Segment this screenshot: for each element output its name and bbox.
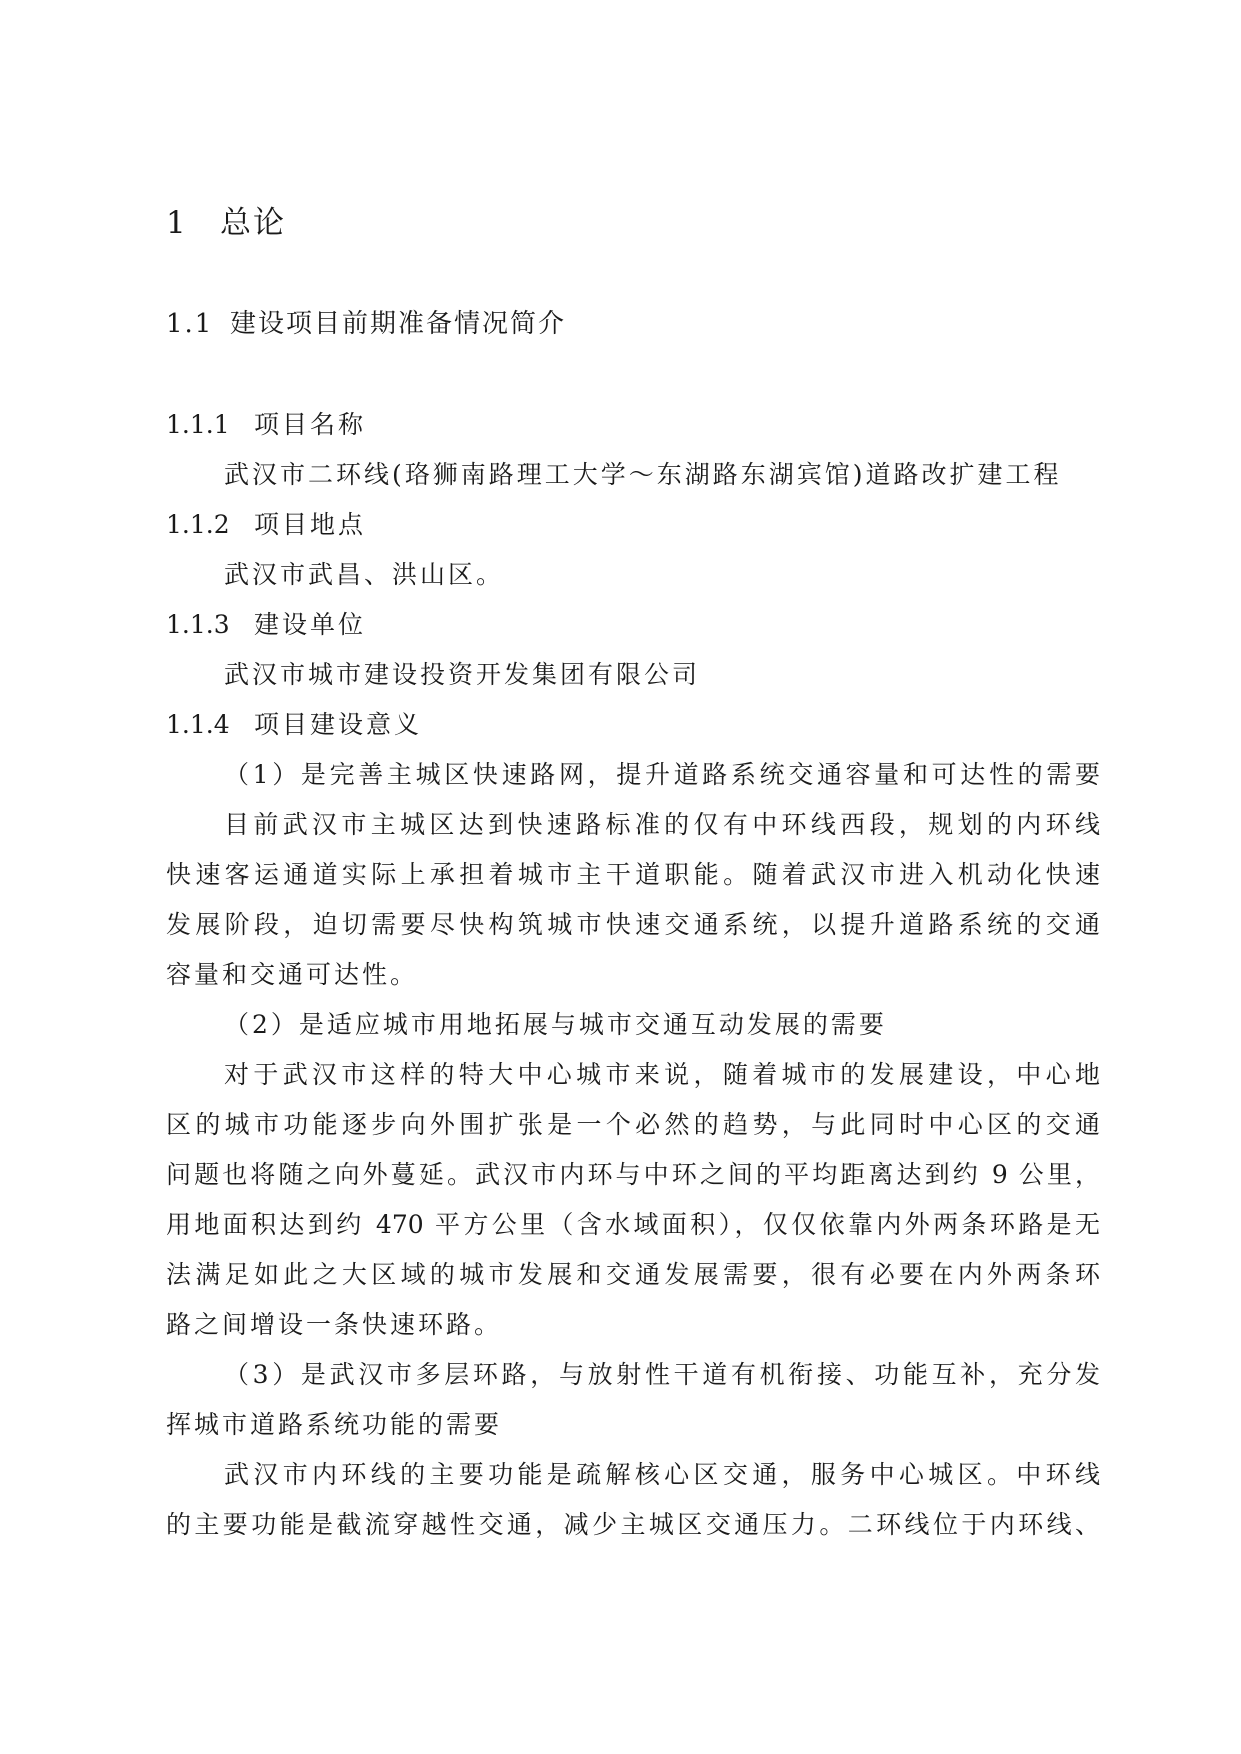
subsection-title: 建设单位 [254, 610, 367, 639]
paragraph-line: 对于武汉市这样的特大中心城市来说，随着城市的发展建设，中心地 [224, 1060, 1100, 1089]
paragraph-line: 法满足如此之大区域的城市发展和交通发展需要，很有必要在内外两条环 [166, 1260, 1100, 1289]
paragraph-line: 发展阶段，迫切需要尽快构筑城市快速交通系统，以提升道路系统的交通 [166, 910, 1100, 939]
point-heading-1: （1）是完善主城区快速路网，提升道路系统交通容量和可达性的需要 [224, 760, 1100, 789]
subsection-title: 项目建设意义 [254, 710, 423, 739]
subsection-number: 1.1.3 [166, 610, 230, 639]
subsection-number: 1.1.4 [166, 710, 230, 739]
point-heading-2: （2）是适应城市用地拓展与城市交通互动发展的需要 [224, 1010, 887, 1039]
paragraph-line: 武汉市内环线的主要功能是疏解核心区交通，服务中心城区。中环线 [224, 1460, 1100, 1489]
subsection-heading-significance [166, 700, 1100, 750]
paragraph-line: 用地面积达到约 470 平方公里（含水域面积），仅仅依靠内外两条环路是无 [166, 1210, 1100, 1239]
paragraph-line: 快速客运通道实际上承担着城市主干道职能。随着武汉市进入机动化快速 [166, 860, 1100, 889]
subsection-title: 项目地点 [254, 510, 367, 539]
paragraph-line: 区的城市功能逐步向外围扩张是一个必然的趋势，与此同时中心区的交通 [166, 1110, 1100, 1139]
paragraph-line-last: 容量和交通可达性。 [166, 960, 419, 989]
section-number: 1.1 [166, 309, 214, 339]
project-name-text: 武汉市二环线(珞狮南路理工大学～东湖路东湖宾馆)道路改扩建工程 [224, 460, 1062, 489]
chapter-number: 1 [166, 205, 188, 241]
construction-unit-text: 武汉市城市建设投资开发集团有限公司 [224, 660, 701, 689]
section-heading [166, 302, 566, 346]
paragraph-line: 的主要功能是截流穿越性交通，减少主城区交通压力。二环线位于内环线、 [166, 1510, 1100, 1539]
chapter-heading [166, 198, 286, 248]
paragraph-line: 目前武汉市主城区达到快速路标准的仅有中环线西段，规划的内环线 [224, 810, 1100, 839]
point-heading-3: （3）是武汉市多层环路，与放射性干道有机衔接、功能互补，充分发 [224, 1360, 1100, 1389]
subsection-heading-name [166, 400, 1100, 450]
section-title: 建设项目前期准备情况简介 [230, 309, 567, 339]
paragraph-line: 问题也将随之向外蔓延。武汉市内环与中环之间的平均距离达到约 9 公里， [166, 1160, 1100, 1189]
subsection-heading-unit [166, 600, 1100, 650]
document-body [166, 400, 1100, 1550]
chapter-title: 总论 [220, 205, 286, 241]
subsection-number: 1.1.2 [166, 510, 230, 539]
point-heading-3-cont: 挥城市道路系统功能的需要 [166, 1410, 503, 1439]
subsection-title: 项目名称 [254, 410, 367, 439]
paragraph-line-last: 路之间增设一条快速环路。 [166, 1310, 503, 1339]
subsection-heading-location [166, 500, 1100, 550]
project-location-text: 武汉市武昌、洪山区。 [224, 560, 505, 589]
subsection-number: 1.1.1 [166, 410, 230, 439]
